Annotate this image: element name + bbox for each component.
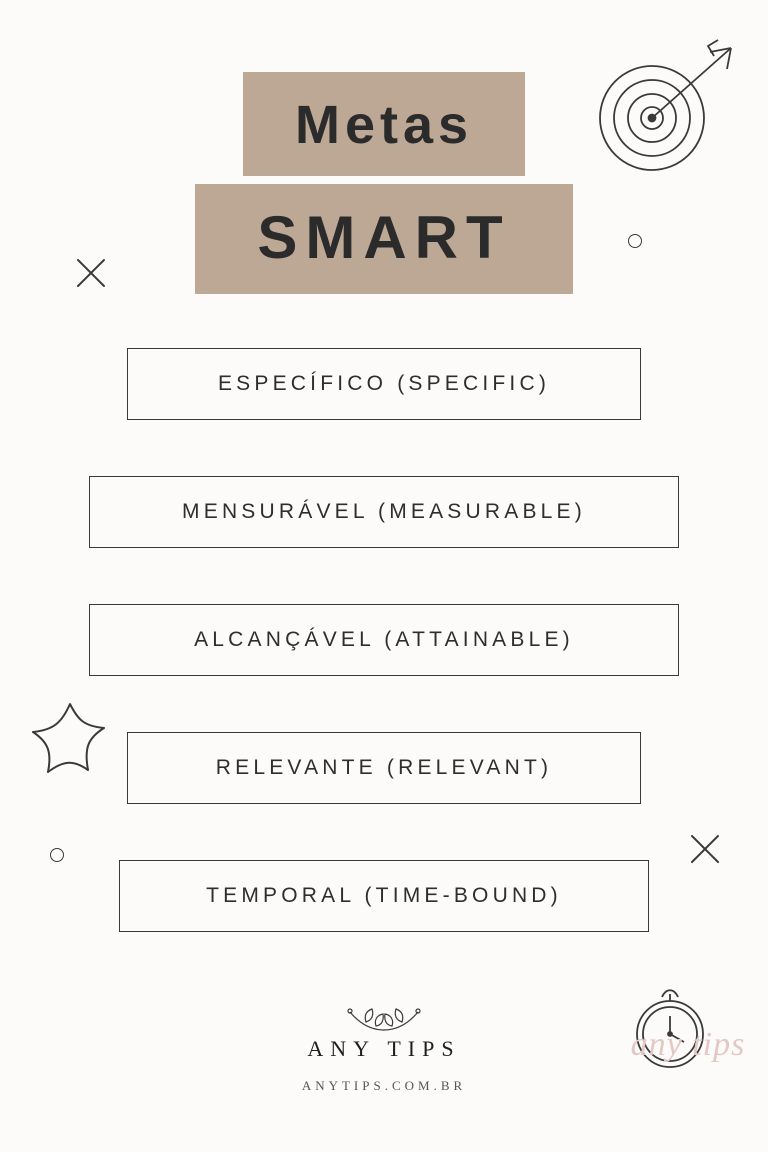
- smart-item-attainable: [89, 604, 679, 676]
- smart-item-specific: [127, 348, 641, 420]
- footer-url: ANYTIPS.COM.BR: [301, 1078, 467, 1093]
- smart-item-label: MENSURÁVEL (MEASURABLE): [182, 500, 586, 523]
- smart-item-label: ESPECÍFICO (SPECIFIC): [217, 372, 551, 395]
- title-line-2: SMART: [195, 184, 572, 294]
- leaf-ornament-icon: [304, 1000, 464, 1034]
- smart-item-relevant: [127, 732, 641, 804]
- circle-dot-icon: [628, 234, 642, 248]
- target-arrow-icon: [590, 36, 740, 186]
- sparkle-icon: [74, 256, 108, 290]
- sparkle-icon: [688, 832, 722, 866]
- smart-item-label: RELEVANTE (RELEVANT): [215, 756, 553, 779]
- star-icon: [28, 698, 112, 782]
- logo-script-text: any tips: [630, 1026, 746, 1063]
- logo-brand-text: ANY TIPS: [307, 1036, 461, 1061]
- smart-item-label: ALCANÇÁVEL (ATTAINABLE): [194, 628, 574, 651]
- circle-dot-icon: [50, 848, 64, 862]
- smart-item-time-bound: [119, 860, 649, 932]
- smart-item-measurable: [89, 476, 679, 548]
- footer-branding: [0, 1000, 768, 1094]
- smart-item-label: TEMPORAL (TIME-BOUND): [206, 884, 562, 907]
- title-line-1: Metas: [243, 72, 525, 176]
